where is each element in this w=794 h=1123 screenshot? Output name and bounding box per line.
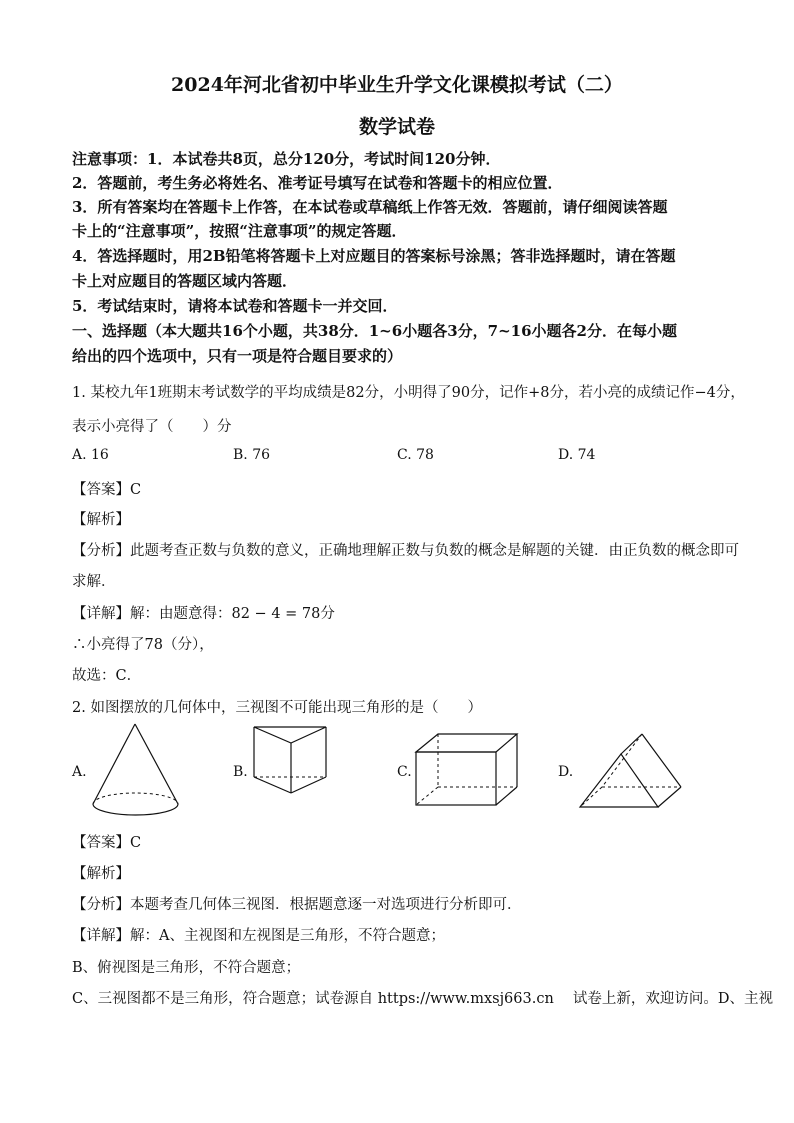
q2-stem: 2. 如图摆放的几何体中，三视图不可能出现三角形的是（ ）: [72, 700, 482, 716]
q2-detail: 【详解】解：A、主视图和左视图是三角形，不符合题意；: [72, 928, 445, 944]
q1-therefore: ∴小亮得了78（分），: [72, 637, 214, 653]
note-line: 2．答题前，考生务必将姓名、准考证号填写在试卷和答题卡的相应位置．: [72, 174, 563, 192]
q1-option-d: D. 74: [558, 447, 596, 463]
q2-option-a: A.: [72, 764, 87, 780]
q1-analysis: 【分析】此题考查正数与负数的意义，正确地理解正数与负数的概念是解题的关键．由正负数的概念即可: [72, 543, 739, 559]
section-heading: 给出的四个选项中，只有一项是符合题目要求的）: [72, 347, 403, 365]
page-title: 2024年河北省初中毕业生升学文化课模拟考试（二）: [171, 74, 623, 96]
q1-analysis-label: 【解析】: [72, 512, 130, 528]
q2-option-b: B.: [233, 764, 248, 780]
q1-stem: 1. 某校九年1班期末考试数学的平均成绩是82分，小明得了90分，记作+8分，若小亮的成绩记作−4分，: [72, 385, 745, 401]
q1-option-c: C. 78: [397, 447, 434, 463]
note-line: 卡上的“注意事项”，按照“注意事项”的规定答题．: [72, 222, 407, 240]
q1-choose: 故选：C．: [72, 668, 142, 684]
q2-answer: 【答案】C: [72, 835, 142, 851]
q2-analysis: 【分析】本题考查几何体三视图．根据题意逐一对选项进行分析即可．: [72, 897, 522, 913]
q1-stem: 表示小亮得了（ ）分: [72, 419, 232, 435]
note-line: 卡上对应题目的答题区域内答题．: [72, 272, 298, 290]
q2-option-c: C.: [397, 764, 412, 780]
cone-icon: [88, 722, 184, 822]
note-line: 注意事项：1．本试卷共8页，总分120分，考试时间120分钟．: [72, 150, 501, 168]
lying-prism-icon: [578, 732, 684, 810]
note-line: 4．答选择题时，用2B铅笔将答题卡上对应题目的答案标号涂黑；答非选择题时，请在答题: [72, 247, 676, 265]
note-line: 3．所有答案均在答题卡上作答，在本试卷或草稿纸上作答无效．答题前，请仔细阅读答题: [72, 198, 668, 216]
section-heading: 一、选择题（本大题共16个小题，共38分．1~6小题各3分，7~16小题各2分．在每小题: [72, 322, 677, 340]
q1-option-b: B. 76: [233, 447, 271, 463]
q1-option-a: A. 16: [72, 447, 109, 463]
q1-analysis: 求解．: [72, 574, 116, 590]
page-subtitle: 数学试卷: [358, 116, 435, 138]
q1-answer: 【答案】C: [72, 482, 142, 498]
q2-option-d: D.: [558, 764, 574, 780]
q2-detail: B、俯视图是三角形，不符合题意；: [72, 960, 301, 976]
q1-detail: 【详解】解：由题意得：82 − 4 = 78分: [72, 606, 335, 622]
cuboid-icon: [414, 732, 520, 808]
triangular-prism-icon: [252, 724, 332, 796]
q2-detail: C、三视图都不是三角形，符合题意；试卷源自 https://www.mxsj663.cn 试卷上新，欢迎访问。D、主视: [72, 991, 774, 1007]
note-line: 5．考试结束时，请将本试卷和答题卡一并交回．: [72, 297, 398, 315]
q2-analysis-label: 【解析】: [72, 866, 130, 882]
